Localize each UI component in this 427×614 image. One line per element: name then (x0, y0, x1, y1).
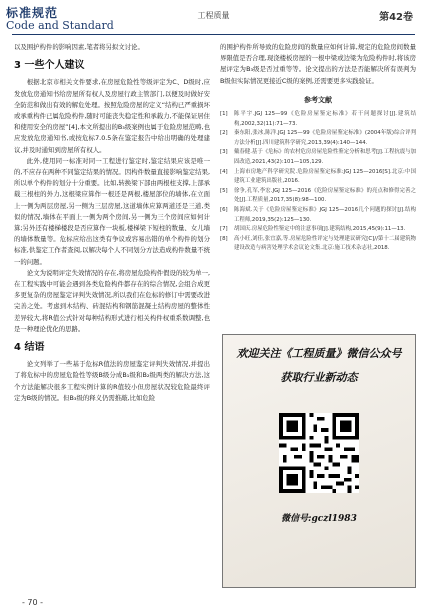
references-title: 参考文献 (304, 95, 332, 104)
logo-chinese-text: 标准规范 (6, 6, 59, 20)
references-list (220, 110, 416, 254)
wechat-ad-box (222, 334, 416, 588)
intro-paragraph: 以及围护构件的影响因素,笔者将另拟文讨论。 (14, 43, 144, 51)
wechat-id: 微信号:gczl1983 (281, 514, 357, 524)
paragraph: 的围护构件所导致的危险房间的数量应如何计算,规定的危险房间数量界限值是否合理,现浇楼板房屋的一根中梁或边梁为危险构件时,将该房屋评定为B₃级是否过重等等。论文提出的方法是否能解决所有误判为B级但实际情况更接近C级的案例,还需要更多实践验证。 (220, 43, 416, 85)
paragraph: 根据北京市相关文件要求,在房屋危险性等级评定为C、D级时,应发放危房通知书给房屋所有权人及房屋行政主管部门,以便及时做好安全防范和做出有效的解危处理。按照危险房屋的定义“结构已严重损坏或承重构件已属危险构件,随时可能丧失稳定性和承载力,不能保证居住和使用安全的房屋”[4],本文所提出的B₃级案例也属于危险房屋范畴,也应发放危房通知书,或按危标7.0.5条在鉴定报告中给出明确的处理建议,并及时通知到房屋所有权人。 (14, 78, 210, 154)
journal-name: 工程质量 (197, 11, 230, 20)
header-divider (12, 34, 415, 35)
reference-item: [6] 陈海斌.关于《危险房屋鉴定标准》JGJ 125—2016几个问题的探讨[J].结构工程师,2019,35(2):125—130. (220, 206, 416, 223)
ad-subline: 获取行业新动态 (280, 371, 358, 384)
qr-code-icon (279, 413, 359, 493)
reference-item: [7] 胡国庆.房屋危险性鉴定中的注意事项[J].建筑结构,2015,45(9):11—13. (220, 226, 406, 233)
ad-headline: 欢迎关注《工程质量》微信公众号 (236, 347, 402, 360)
logo-english-text: Code and Standard (6, 19, 114, 32)
paragraph: 论文列举了一些基于危标R值法的房屋鉴定评判失效情况,并提出了将危标中的房屋危险性等级B级分成B₁级和B₂级两类的解决方法,这个方法能解决很多工程实例计算的R值较小但房屋状况较危险最终评定为B级的情况。但B₃级的释义仍需推敲,比如危险 (14, 360, 210, 402)
reference-item: [8] 高小旺,刘佳,张宜嘉,等.房屋危险性评定与处理建议研究[C]//第十二届建筑物建设改造与病害处理学术会议论文集.北京:施工技术杂志社,2018. (220, 235, 416, 252)
reference-item: [4] 上海市房地产科学研究院.危险房屋鉴定标准:JGJ 125—2016[S].北京:中国建筑工业建筑出版社,2016. (220, 168, 416, 185)
section-3-heading: 3 一些个人建议 (14, 60, 85, 72)
reference-item: [5] 徐争,孔军,李宏.JGJ 125—2016《危险房屋鉴定标准》的亮点和修得完善之处[J].工程质量,2017,35(8):98—100. (220, 187, 416, 204)
page-header (0, 0, 427, 38)
paragraph: 此外,使用同一标准对同一工程进行鉴定时,鉴定结果应该是唯一的,不应存在两种不同鉴定结果的情况。因构件数量直接影响鉴定结果,所以单个构件的划分十分重要。比如,转换梁下部由两根柱支撑,上部承载三根柱的外力,这根梁应算作一根还是两根,楼屋部位的墙体,在立面上一侧为两层房屋,另一侧为三层房屋,这道墙体应算两道还是三道,类似的情况,墙体在平面上一侧为两个房间,另一侧为三个房间应如何计算;另外还有楼梯楼段是否应算作一块板,楼梯梁下短柱的数量、女儿墙的墙体数量等。危标应给出这类有争议或容易出错的单个构件的划分标准,供鉴定工作者查阅,以解决每个人不同划分方法造成构件数量不统一的问题。 (14, 156, 210, 266)
left-column (14, 42, 210, 404)
reference-item: [3] 戴春健.基于《危标》的农村危房房屋危险性鉴定分析和思考[J].工程抗震与加固改造,2021,43(2):101—105,129. (220, 149, 416, 165)
right-column (220, 42, 416, 254)
paragraph: 论文为说明评定失效情况的存在,将房屋危险构件假设的较为单一,在工程实践中可能会遇到各类危险构件都存在的综合情况,会组合成更多更复杂的房屋鉴定评判失效情况,所以我们在危标的修订中需要改进完善之处。考虑到木结构、砖混结构和钢筋混凝土结构房屋的整体性差异较大,将R值公式针对每种结构形式进行相关构件权重系数调整,也是一种理论优化的思路。 (14, 268, 210, 333)
section-4-heading: 4 结语 (14, 342, 45, 354)
reference-item: [1] 陈平宇.JGJ 125—99《危险房屋鉴定标准》若干问题探讨[J].建筑结构,2002,32(11):71—73. (220, 111, 416, 127)
volume-number: 第42卷 (379, 12, 413, 23)
reference-item: [2] 秦东阳,张冰,陈洋.JGJ 125—99《危险房屋鉴定标准》(2004年版)综合评判方法分析[J].四川建筑科学研究,2013,39(4):140—144. (220, 130, 416, 146)
page-number: - 70 - (22, 598, 44, 607)
